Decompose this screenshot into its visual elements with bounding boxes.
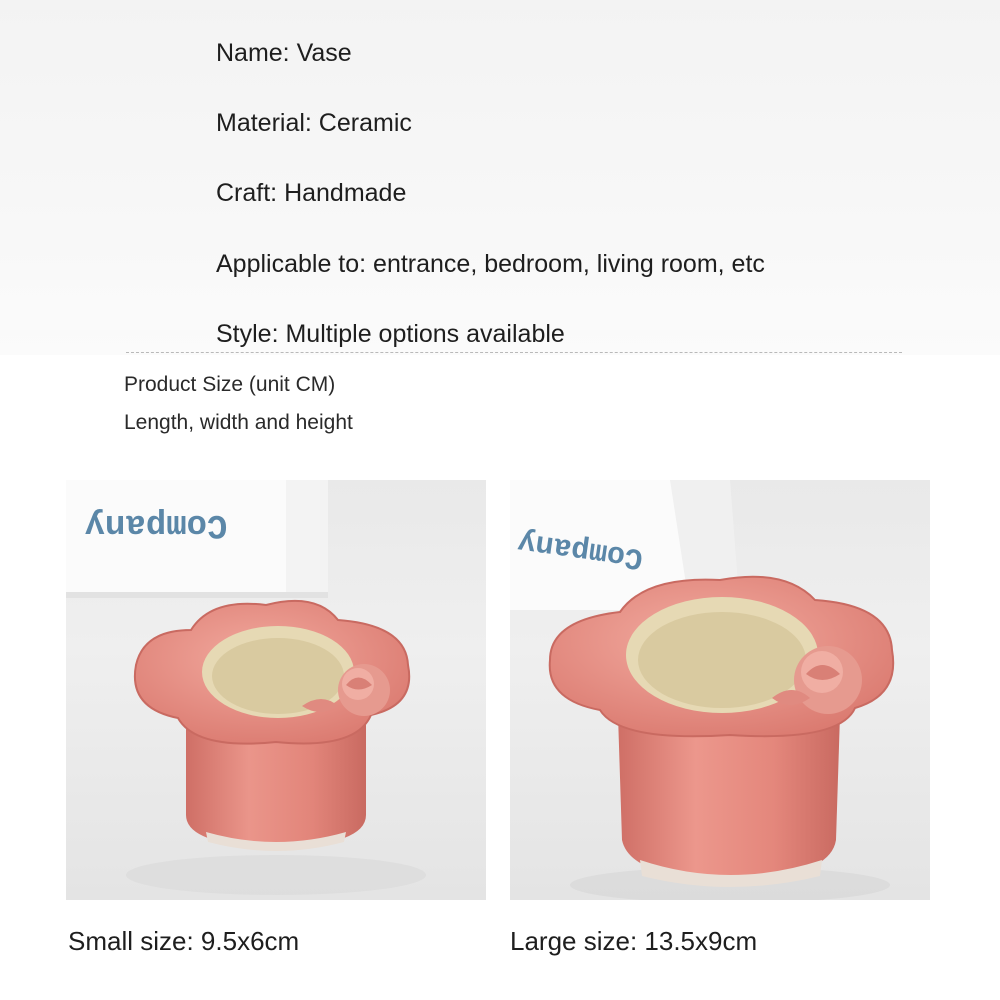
spec-style: Style: Multiple options available [216, 320, 565, 348]
company-box [66, 480, 328, 598]
box-label: Company [515, 523, 646, 575]
box-label: Company [84, 505, 228, 543]
size-note-subtitle: Length, width and height [124, 411, 353, 434]
size-note-title: Product Size (unit CM) [124, 373, 336, 396]
section-divider [126, 352, 902, 353]
spec-craft: Craft: Handmade [216, 179, 407, 207]
small-vase-photo [66, 480, 486, 900]
large-vase-illustration [510, 480, 930, 900]
small-vase-illustration [66, 480, 486, 900]
spec-material: Material: Ceramic [216, 109, 412, 137]
small-size-caption: Small size: 9.5x6cm [68, 926, 300, 956]
spec-applicable: Applicable to: entrance, bedroom, living room, etc [216, 250, 765, 278]
large-size-caption: Large size: 13.5x9cm [510, 926, 758, 956]
spec-name: Name: Vase [216, 39, 352, 67]
large-vase-photo [510, 480, 930, 900]
spec-background [0, 0, 1000, 355]
